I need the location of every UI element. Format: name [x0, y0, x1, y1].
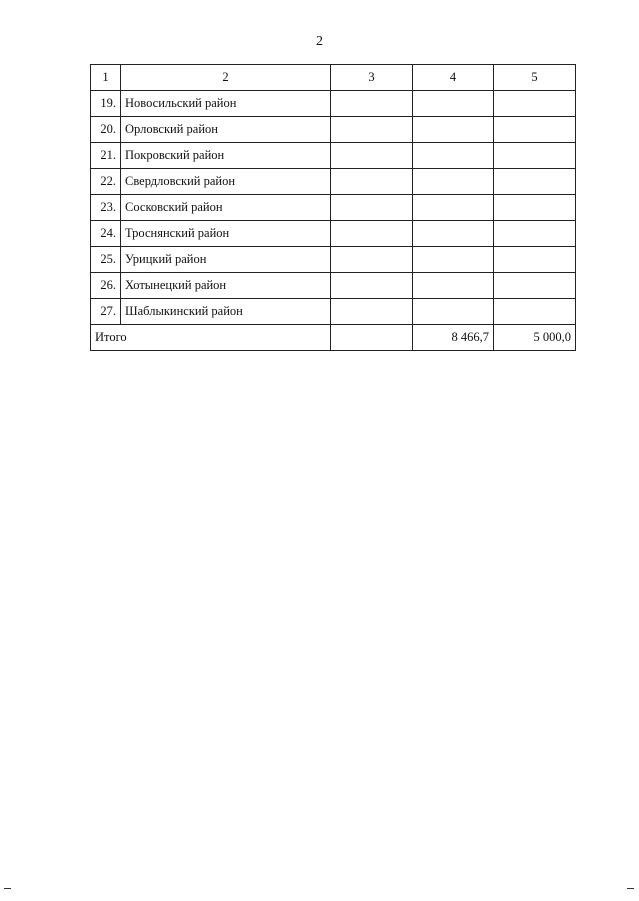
- cell-col-4: [413, 117, 494, 143]
- cell-col-4: [413, 273, 494, 299]
- table-row: [91, 91, 576, 117]
- cell-col-5: [494, 169, 576, 195]
- table-row: [91, 143, 576, 169]
- cell-col-5: [494, 273, 576, 299]
- cell-col-3: [331, 273, 413, 299]
- cell-col-5: [494, 221, 576, 247]
- table-row: [91, 169, 576, 195]
- row-number: 26.: [91, 273, 121, 299]
- cell-col-3: [331, 221, 413, 247]
- row-number: 27.: [91, 299, 121, 325]
- row-number: 24.: [91, 221, 121, 247]
- cell-col-3: [331, 247, 413, 273]
- district-name: Орловский район: [121, 117, 331, 143]
- row-number: 23.: [91, 195, 121, 221]
- total-row: [91, 325, 576, 351]
- table-row: [91, 221, 576, 247]
- cell-col-3: [331, 299, 413, 325]
- district-name: Троснянский район: [121, 221, 331, 247]
- cell-col-5: [494, 195, 576, 221]
- district-table: [90, 64, 576, 351]
- column-header-5: 5: [494, 65, 576, 91]
- district-name: Хотынецкий район: [121, 273, 331, 299]
- table-row: [91, 117, 576, 143]
- total-col-5: 5 000,0: [494, 325, 576, 351]
- cell-col-4: [413, 169, 494, 195]
- table-row: [91, 247, 576, 273]
- page-number: 2: [316, 34, 323, 49]
- cell-col-5: [494, 299, 576, 325]
- cell-col-3: [331, 117, 413, 143]
- district-name: Покровский район: [121, 143, 331, 169]
- row-number: 25.: [91, 247, 121, 273]
- district-name: Сосковский район: [121, 195, 331, 221]
- cell-col-5: [494, 247, 576, 273]
- column-number-row: [91, 65, 576, 91]
- cell-col-3: [331, 143, 413, 169]
- cell-col-4: [413, 247, 494, 273]
- row-number: 22.: [91, 169, 121, 195]
- cell-col-4: [413, 221, 494, 247]
- column-header-4: 4: [413, 65, 494, 91]
- district-name: Свердловский район: [121, 169, 331, 195]
- table-row: [91, 195, 576, 221]
- row-number: 20.: [91, 117, 121, 143]
- cell-col-5: [494, 91, 576, 117]
- cell-col-4: [413, 91, 494, 117]
- cell-col-4: [413, 195, 494, 221]
- cell-col-5: [494, 117, 576, 143]
- table-row: [91, 273, 576, 299]
- row-number: 19.: [91, 91, 121, 117]
- cell-col-3: [331, 195, 413, 221]
- column-header-1: 1: [91, 65, 121, 91]
- row-number: 21.: [91, 143, 121, 169]
- district-name: Шаблыкинский район: [121, 299, 331, 325]
- total-col-4: 8 466,7: [413, 325, 494, 351]
- cell-col-5: [494, 143, 576, 169]
- district-name: Новосильский район: [121, 91, 331, 117]
- cell-col-3: [331, 169, 413, 195]
- scan-corner-mark-left: [4, 888, 11, 889]
- column-header-3: 3: [331, 65, 413, 91]
- table-row: [91, 299, 576, 325]
- cell-col-3: [331, 91, 413, 117]
- cell-col-4: [413, 299, 494, 325]
- district-name: Урицкий район: [121, 247, 331, 273]
- total-label: Итого: [91, 325, 331, 351]
- total-col-3: [331, 325, 413, 351]
- cell-col-4: [413, 143, 494, 169]
- scan-corner-mark-right: [627, 888, 634, 889]
- column-header-2: 2: [121, 65, 331, 91]
